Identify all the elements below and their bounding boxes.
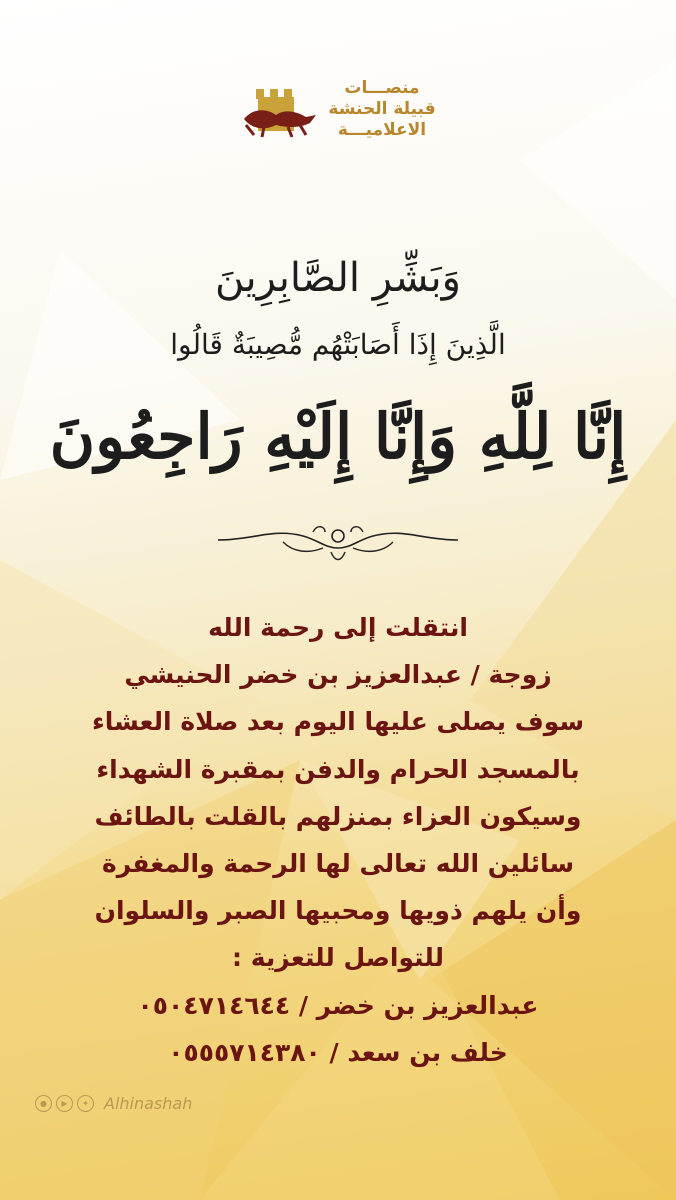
youtube-icon[interactable]: ▶ — [56, 1095, 73, 1112]
snapchat-icon[interactable]: ● — [35, 1095, 52, 1112]
logo-line-3: الاعلاميـــة — [337, 120, 427, 140]
contact-line-1: عبدالعزيز بن خضر / ٠٥٠٤٧١٤٦٤٤ — [137, 990, 539, 1020]
twitter-icon[interactable]: ✦ — [77, 1095, 94, 1112]
announcement-line-4: بالمسجد الحرام والدفن بمقبرة الشهداء — [96, 754, 580, 784]
logo-text — [328, 78, 435, 141]
ornament-divider — [213, 518, 463, 568]
logo-line-1: منصـــات — [344, 78, 420, 98]
logo-line-2: قبيلة الحنشة — [328, 99, 436, 119]
castle-horse-logo-icon — [240, 79, 320, 141]
announcement-line-3: سوف يصلى عليها اليوم بعد صلاة العشاء — [91, 707, 585, 737]
verse-line-3: إِنَّا لِلَّهِ وَإِنَّا إِلَيْهِ رَاجِعُونَ — [49, 400, 627, 473]
contact-line-2: خلف بن سعد / ٠٥٥٥٧١٤٣٨٠ — [168, 1037, 508, 1067]
announcement-line-1: انتقلت إلى رحمة الله — [208, 613, 468, 642]
announcement-line-7: وأن يلهم ذويها ومحبيها الصبر والسلوان — [94, 896, 582, 926]
logo — [0, 78, 676, 141]
social-handle[interactable]: Alhinashah — [104, 1094, 193, 1113]
announcement-line-6: سائلين الله تعالى لها الرحمة والمغفرة — [101, 848, 575, 878]
footer-social — [35, 1094, 192, 1113]
announcement-line-2: زوجة / عبدالعزيز بن خضر الحنيشي — [124, 660, 552, 690]
verse-line-1: وَبَشِّرِ الصَّابِرِينَ — [215, 255, 461, 301]
announcement-line-8: للتواصل للتعزية : — [232, 943, 444, 973]
announcement-line-5: وسيكون العزاء بمنزلهم بالقلت بالطائف — [94, 801, 582, 831]
verse-line-2: الَّذِينَ إِذَا أَصَابَتْهُم مُّصِيبَةٌ قَالُوا — [170, 328, 506, 361]
announcement — [0, 604, 676, 1076]
